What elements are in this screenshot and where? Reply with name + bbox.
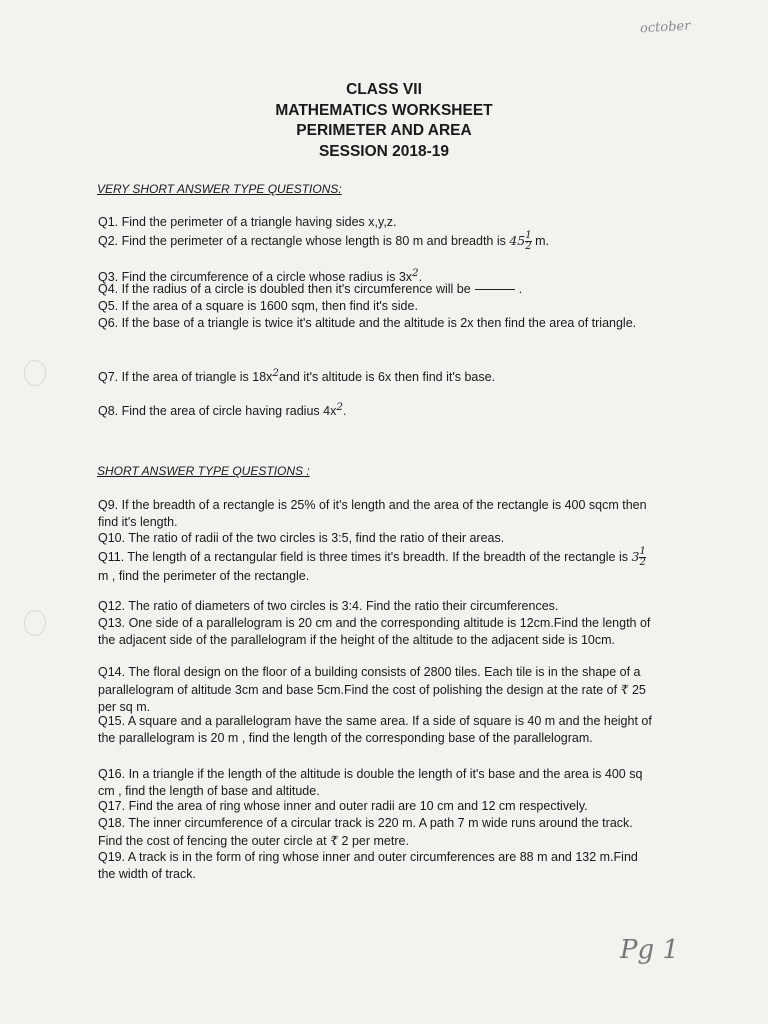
- handwritten-rupee-symbol: ₹: [620, 682, 629, 698]
- question-11: Q11. The length of a rectangular field is three times it's breadth. If the breadth of the rectangle is 3 $\frac{1}{2}$ m , find the perimeter of the rectangle.: [98, 546, 646, 583]
- answer-blank: [475, 289, 515, 290]
- class-heading: CLASS VII: [346, 81, 422, 98]
- handwritten-mixed-number: 3 $\frac{1}{2}$: [631, 546, 646, 568]
- question-9: Q9. If the breadth of a rectangle is 25% of it's length and the area of the rectangle is 400 sqcm then find it's length.: [98, 498, 647, 530]
- handwritten-exponent: 2: [272, 367, 280, 379]
- question-17: Q17. Find the area of ring whose inner and outer radii are 10 cm and 12 cm respectively.: [98, 799, 588, 813]
- worksheet-header: [0, 80, 768, 162]
- topic-heading: PERIMETER AND AREA: [296, 122, 472, 139]
- session-heading: SESSION 2018-19: [318, 142, 450, 160]
- question-18: Q18. The inner circumference of a circular track is 220 m. A path 7 m wide runs around the track. Find the cost of fencing the outer circle at ₹ 2 per metre.: [98, 816, 633, 849]
- question-7: Q7. If the area of triangle is $18x^2and$ it's altitude is 6x then find it's base.: [98, 367, 496, 385]
- question-4: Q4. If the radius of a circle is doubled then it's circumference will be .: [98, 282, 523, 296]
- question-6: Q6. If the base of a triangle is twice it's altitude and the altitude is 2x then find the area of triangle.: [98, 316, 637, 330]
- question-5: Q5. If the area of a square is 1600 sqm, then find it's side.: [98, 299, 418, 313]
- question-13: Q13. One side of a parallelogram is 20 cm and the corresponding altitude is 12cm.Find the length of the adjacent side of the parallelogram if the height of the altitude to the adjacent side is 10cm.: [98, 616, 651, 648]
- question-8: Q8. Find the area of circle having radius $4x^2$.: [98, 401, 347, 419]
- question-15: Q15. A square and a parallelogram have the same area. If a side of square is 40 m and the height of the parallelogram is 20 m , find the length of the corresponding base of the parallelogram.: [98, 714, 652, 746]
- question-16: Q16. In a triangle if the length of the altitude is double the length of it's base and the area is 400 sq cm , find the length of base and altitude.: [98, 767, 643, 799]
- question-12: Q12. The ratio of diameters of two circles is 3:4. Find the ratio their circumferences.: [98, 599, 559, 613]
- question-2: Q2. Find the perimeter of a rectangle whose length is 80 m and breadth is 45 $\frac{1}{2}$ m.: [98, 230, 550, 252]
- question-19: Q19. A track is in the form of ring whose inner and outer circumferences are 88 m and 132 m.Find the width of track.: [98, 850, 638, 882]
- subject-heading: MATHEMATICS WORKSHEET: [275, 101, 493, 119]
- section-title-short: SHORT ANSWER TYPE QUESTIONS :: [97, 464, 310, 478]
- question-14: Q14. The floral design on the floor of a building consists of 2800 tiles. Each tile is in the shape of a parallelogram of altitude 3cm and base 5cm.Find the cost of polishing the design at the rate of ₹ 25 per sq m.: [98, 665, 646, 715]
- handwritten-exponent: 2: [412, 267, 419, 279]
- punch-hole-mark: [24, 360, 46, 386]
- handwritten-page-number: Pg 1: [620, 935, 679, 965]
- question-1: Q1. Find the perimeter of a triangle having sides x,y,z.: [98, 215, 397, 229]
- section-title-very-short: VERY SHORT ANSWER TYPE QUESTIONS:: [97, 182, 342, 196]
- handwritten-corner-note: october: [639, 18, 691, 37]
- handwritten-exponent: 2: [336, 401, 343, 413]
- punch-hole-mark: [24, 610, 46, 636]
- handwritten-rupee-symbol: ₹: [330, 833, 339, 849]
- question-3: Q3. Find the circumference of a circle whose radius is $3x^2$.: [98, 267, 423, 285]
- question-10: Q10. The ratio of radii of the two circles is 3:5, find the ratio of their areas.: [98, 531, 505, 545]
- handwritten-mixed-number: 45 $\frac{1}{2}$: [509, 230, 532, 252]
